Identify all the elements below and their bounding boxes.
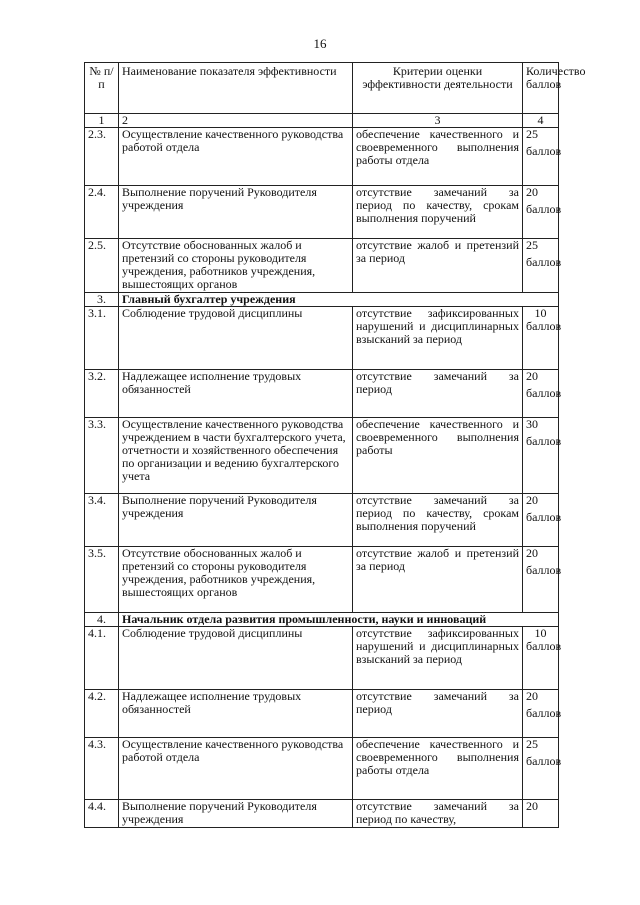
table-row bbox=[85, 690, 559, 738]
table-row bbox=[85, 738, 559, 800]
row-number: 4.3. bbox=[85, 738, 119, 800]
row-number: 4.4. bbox=[85, 800, 119, 828]
header-points: Количество баллов bbox=[523, 63, 559, 114]
table-row bbox=[85, 128, 559, 186]
indicator-name: Надлежащее исполнение трудовых обязанностей bbox=[119, 690, 353, 738]
table-row bbox=[85, 418, 559, 494]
criteria-text: отсутствие замечаний за период bbox=[353, 370, 523, 418]
table-row bbox=[85, 370, 559, 418]
points-value: 20 bbox=[526, 493, 538, 507]
criteria-text: отсутствие жалоб и претензий за период bbox=[353, 239, 523, 293]
section-title: Начальник отдела развития промышленности, науки и инноваций bbox=[119, 613, 559, 627]
points-cell bbox=[523, 493, 562, 547]
section-number: 3. bbox=[85, 293, 119, 307]
section-title: Главный бухгалтер учреждения bbox=[119, 293, 559, 307]
points-unit: баллов bbox=[526, 319, 562, 333]
index-cell: 3 bbox=[353, 114, 523, 128]
row-number: 3.1. bbox=[85, 307, 119, 370]
table-row bbox=[85, 239, 559, 293]
criteria-text: отсутствие жалоб и претензий за период bbox=[353, 547, 523, 613]
points-cell bbox=[523, 626, 562, 690]
column-index-row bbox=[85, 114, 559, 128]
indicator-name: Соблюдение трудовой дисциплины bbox=[119, 307, 353, 370]
table-row bbox=[85, 800, 559, 828]
row-number: 4.1. bbox=[85, 627, 119, 690]
points-value: 20 bbox=[526, 185, 538, 199]
header-name: Наименование показателя эффективности bbox=[119, 63, 353, 114]
row-number: 4.2. bbox=[85, 690, 119, 738]
criteria-text: отсутствие замечаний за период по качеству, срокам выполнения поручений bbox=[353, 494, 523, 547]
table-row bbox=[85, 186, 559, 239]
points-cell bbox=[523, 238, 562, 293]
points-cell bbox=[523, 306, 562, 370]
page-number: 16 bbox=[313, 36, 327, 51]
points-value: 30 bbox=[526, 417, 538, 431]
criteria-text: отсутствие зафиксированных нарушений и дисциплинарных взысканий за период bbox=[353, 627, 523, 690]
points-value: 20 bbox=[526, 546, 538, 560]
row-number: 2.3. bbox=[85, 128, 119, 186]
index-cell: 1 bbox=[85, 114, 119, 128]
points-unit: баллов bbox=[526, 144, 562, 158]
criteria-text: обеспечение качественного и своевременного выполнения работы отдела bbox=[353, 128, 523, 186]
section-number: 4. bbox=[85, 613, 119, 627]
row-number: 3.2. bbox=[85, 370, 119, 418]
points-cell bbox=[523, 737, 562, 800]
points-value: 10 bbox=[534, 626, 547, 640]
points-unit: баллов bbox=[526, 255, 562, 269]
table-row bbox=[85, 494, 559, 547]
indicator-name: Выполнение поручений Руководителя учреждения bbox=[119, 800, 353, 828]
points-unit: баллов bbox=[526, 510, 562, 524]
criteria-text: обеспечение качественного и своевременного выполнения работы bbox=[353, 418, 523, 494]
indicator-name: Осуществление качественного руководства работой отдела bbox=[119, 738, 353, 800]
points-value: 25 bbox=[526, 127, 538, 141]
points-unit: баллов bbox=[526, 202, 562, 216]
points-cell bbox=[523, 185, 562, 239]
indicator-name: Выполнение поручений Руководителя учреждения bbox=[119, 494, 353, 547]
indicator-name: Осуществление качественного руководства учреждением в части бухгалтерского учета, отчетности и хозяйственного обеспечения по организации и ведению бухгалтерского учета bbox=[119, 418, 353, 494]
points-cell bbox=[523, 546, 562, 613]
table-header-row bbox=[85, 63, 559, 114]
indicator-name: Выполнение поручений Руководителя учреждения bbox=[119, 186, 353, 239]
points-unit: баллов bbox=[526, 706, 562, 720]
points-value: 20 bbox=[526, 799, 538, 813]
index-cell: 4 bbox=[523, 114, 559, 128]
indicator-name: Соблюдение трудовой дисциплины bbox=[119, 627, 353, 690]
section-row bbox=[85, 293, 559, 307]
points-cell bbox=[523, 369, 562, 418]
table-row bbox=[85, 547, 559, 613]
efficiency-criteria-table bbox=[84, 62, 586, 828]
points-unit: баллов bbox=[526, 563, 562, 577]
row-number: 3.3. bbox=[85, 418, 119, 494]
index-cell: 2 bbox=[119, 114, 353, 128]
points-cell bbox=[523, 800, 559, 828]
points-unit: баллов bbox=[526, 639, 562, 653]
points-cell bbox=[523, 689, 562, 738]
section-row bbox=[85, 613, 559, 627]
criteria-text: обеспечение качественного и своевременного выполнения работы отдела bbox=[353, 738, 523, 800]
points-unit: баллов bbox=[526, 434, 562, 448]
table-row bbox=[85, 627, 559, 690]
header-num: № п/п bbox=[85, 63, 119, 114]
points-cell bbox=[523, 127, 562, 186]
criteria-text: отсутствие замечаний за период по качеству, bbox=[353, 800, 523, 828]
row-number: 3.5. bbox=[85, 547, 119, 613]
table-row bbox=[85, 307, 559, 370]
points-unit: баллов bbox=[526, 754, 562, 768]
table-body bbox=[85, 127, 562, 828]
points-value: 10 bbox=[534, 306, 547, 320]
points-cell bbox=[523, 417, 562, 494]
indicator-name: Отсутствие обоснованных жалоб и претензий со стороны руководителя учреждения, работников учреждения, вышестоящих органов bbox=[119, 547, 353, 613]
criteria-text: отсутствие замечаний за период bbox=[353, 690, 523, 738]
points-unit: баллов bbox=[526, 386, 562, 400]
points-value: 25 bbox=[526, 238, 538, 252]
indicator-name: Осуществление качественного руководства работой отдела bbox=[119, 128, 353, 186]
criteria-text: отсутствие замечаний за период по качеству, срокам выполнения поручений bbox=[353, 186, 523, 239]
row-number: 3.4. bbox=[85, 494, 119, 547]
points-value: 20 bbox=[526, 689, 538, 703]
header-criteria: Критерии оценки эффективности деятельности bbox=[353, 63, 523, 114]
row-number: 2.5. bbox=[85, 239, 119, 293]
points-value: 25 bbox=[526, 737, 538, 751]
indicator-name: Отсутствие обоснованных жалоб и претензий со стороны руководителя учреждения, работников учреждения, вышестоящих органов bbox=[119, 239, 353, 293]
row-number: 2.4. bbox=[85, 186, 119, 239]
indicator-name: Надлежащее исполнение трудовых обязанностей bbox=[119, 370, 353, 418]
criteria-text: отсутствие зафиксированных нарушений и дисциплинарных взысканий за период bbox=[353, 307, 523, 370]
points-value: 20 bbox=[526, 369, 538, 383]
